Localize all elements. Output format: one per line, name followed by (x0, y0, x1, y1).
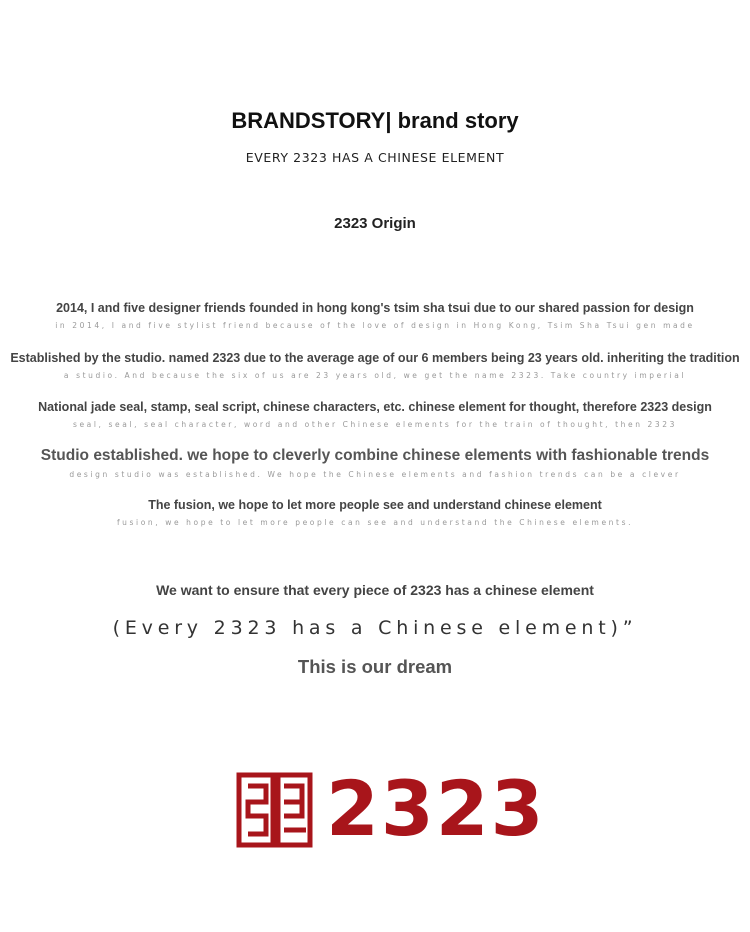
page-title: BRANDSTORY| brand story (231, 108, 519, 133)
paragraph-4-en: Studio established. we hope to cleverly combine chinese elements with fashionable trends (40, 447, 710, 464)
paragraph-3-en: National jade seal, stamp, seal script, chinese characters, etc. chinese element for thought, therefore 2323 design (38, 400, 712, 414)
closing-dream: This is our dream (297, 656, 453, 677)
paragraph-1-cn: in 2014, I and five stylist friend because of the love of design in Hong Kong, Tsim Sha Tsui gen made (55, 321, 695, 330)
paragraph-2-en: Established by the studio. named 2323 due to the average age of our 6 members being 23 years old. inheriting the tradition (10, 351, 740, 365)
paragraph-3-cn: seal, seal, seal character, word and other Chinese elements for the train of thought, then 2323 (72, 420, 678, 429)
closing-want: We want to ensure that every piece of 2323 has a chinese element (156, 582, 594, 598)
paragraph-5-en: The fusion, we hope to let more people see and understand chinese element (148, 498, 602, 512)
page-subtitle: EVERY 2323 HAS A CHINESE ELEMENT (245, 150, 505, 165)
paragraph-4-cn: design studio was established. We hope the Chinese elements and fashion trends can be a clever (69, 470, 681, 479)
section-title: 2323 Origin (334, 215, 416, 232)
paragraph-5-cn: fusion, we hope to let more people can see and understand the Chinese elements. (116, 518, 634, 527)
closing-every: (Every 2323 has a Chinese element)” (112, 617, 638, 639)
paragraph-2-cn: a studio. And because the six of us are 23 years old, we get the name 2323. Take country imperial (63, 371, 687, 380)
logo-text: 2323 (326, 764, 546, 853)
paragraph-1-en: 2014, I and five designer friends founded in hong kong's tsim sha tsui due to our shared passion for design (56, 301, 694, 315)
